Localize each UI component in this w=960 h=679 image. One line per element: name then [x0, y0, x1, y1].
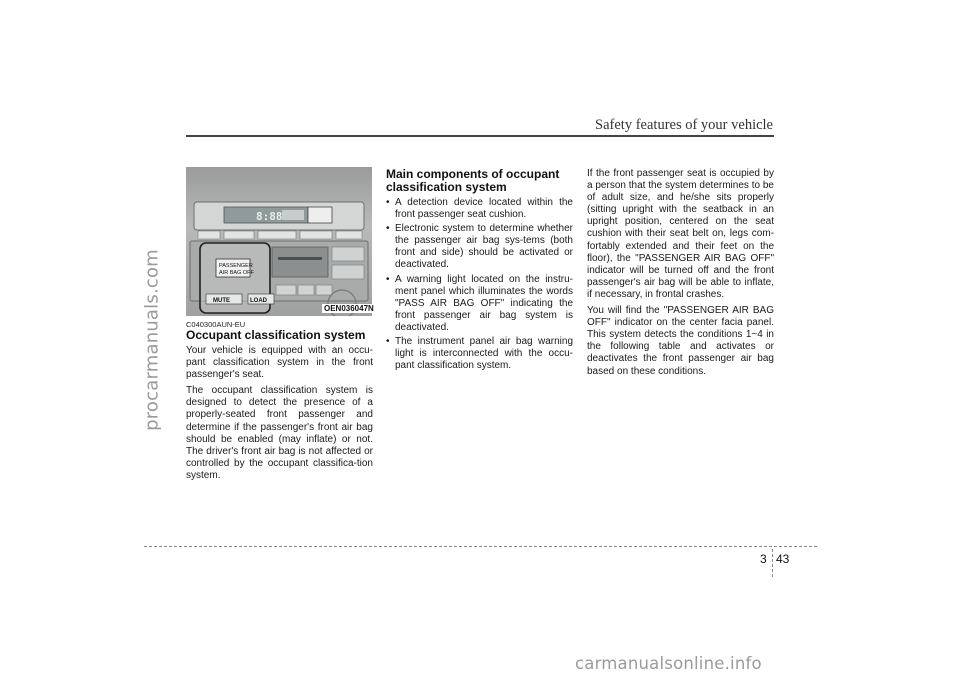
heading-occupant-classification: Occupant classification system	[186, 328, 366, 342]
column-occupant-classification	[186, 329, 373, 486]
center-fascia-illustration	[186, 167, 372, 316]
page-number-value: 43	[776, 552, 790, 566]
paragraph-indicator-location: You will find the "PASSENGER AIR BAG OFF" indicator on the center facia panel. This system detects the conditions 1~4 in the following table and activates or deactivates the front passenger air bag based on these conditions.	[587, 305, 774, 377]
list-item: • A detection device located within the front passenger seat cushion.	[386, 197, 573, 221]
side-watermark: procarmanuals.com	[141, 249, 163, 431]
paragraph-adult-size: If the front passenger seat is occupied by a person that the system determines to be of adult size, and he/she sits properly (sitting upright with the seatback in an upright position, centered on the seat cushion with their seat belt on, legs com-fortably extended and their feet on the floor), the "PASSENGER AIR BAG OFF" indicator will be turned off and the front passenger's air bag will be able to inflate, if necessary, in frontal crashes.	[587, 168, 774, 300]
list-item: • Electronic system to determine whether the passenger air bag sys-tems (both front and side) should be activated or deactivated.	[386, 223, 573, 271]
section-code: C040300AUN-EU	[186, 320, 246, 329]
section-header-title: Safety features of your vehicle	[595, 117, 773, 133]
chapter-number: 3	[760, 552, 767, 566]
center-fascia-figure	[186, 167, 372, 316]
paragraph-designed: The occupant classification system is designed to detect the presence of a properly-seated front passenger and determine if the passenger's front air bag should be enabled (may inflate) or not. The driver's front air bag is not affected or controlled by the occupant classifica-tion system.	[186, 385, 373, 481]
passenger-airbag-off-label: PASSENGER	[219, 263, 253, 269]
bottom-watermark: carmanualsonline.info	[575, 654, 762, 673]
footer-rule	[144, 546, 817, 547]
list-item: • A warning light located on the instru-ment panel which illuminates the words "PASS AIR BAG OFF" indicating the front passenger air bag system is deactivated.	[386, 274, 573, 334]
heading-main-components: Main components of occupant classification system	[386, 167, 560, 194]
mute-button-label: MUTE	[213, 298, 230, 304]
list-item: • The instrument panel air bag warning light is interconnected with the occu-pant classification system.	[386, 336, 573, 372]
load-button-label: LOAD	[250, 298, 267, 304]
display-readout: 8:88	[256, 210, 283, 223]
column-main-components	[386, 168, 573, 374]
page-number	[760, 552, 789, 566]
header-rule	[186, 135, 774, 137]
column-indicator-behavior	[587, 168, 774, 382]
figure-caption: OEN036047N	[324, 304, 374, 313]
components-list	[386, 197, 573, 372]
passenger-airbag-off-label-2: AIR BAG OFF	[219, 270, 254, 276]
paragraph-equipped: Your vehicle is equipped with an occu-pant classification system in the front passenger's seat.	[186, 345, 373, 381]
